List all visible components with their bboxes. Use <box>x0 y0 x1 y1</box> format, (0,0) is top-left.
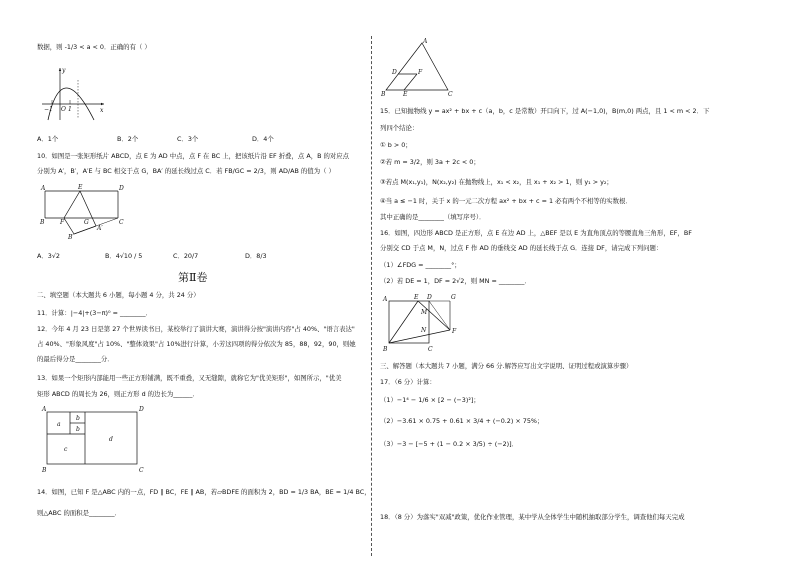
fig-q13-label: D <box>139 406 144 413</box>
fig-q16-label: M <box>421 309 428 316</box>
fig-parabola-label: 1 <box>68 106 72 113</box>
fig-q14-label: E <box>403 91 408 98</box>
q11: 11．计算：|−4|+(3−π)⁰ = ________． <box>37 309 152 317</box>
fig-q16-label: G <box>451 294 456 301</box>
q15-ask: 其中正确的是________（填写序号）． <box>380 213 486 221</box>
q16-line1: 16．如图，四边形 ABCD 是正方形，点 E 在边 AD 上，△BEF 是以 E 为直角顶点的等腰直角三角形，EF，BF <box>380 229 692 237</box>
q9-option-c: C．3个 <box>177 135 199 143</box>
q10-option-c: C．20/7 <box>173 252 199 260</box>
fig-q10-label: G <box>84 219 89 226</box>
fig-q13-label: B <box>42 467 47 474</box>
q9-tail: 数据，则 -1/3 < a < 0．正确的有（ ） <box>37 43 151 51</box>
q10-option-d: D．8/3 <box>245 252 267 260</box>
fig-parabola-label: −1 <box>44 106 53 113</box>
fig-q16-label: C <box>428 346 433 353</box>
fig-q10-label: C <box>119 219 124 226</box>
q10-figure <box>40 184 126 241</box>
fig-q16-label: D <box>427 294 432 301</box>
q14-figure <box>380 38 452 96</box>
q9-option-b: B．2个 <box>117 135 139 143</box>
q16-figure <box>380 293 466 355</box>
q13-figure <box>40 405 146 473</box>
fig-q10-label: F <box>60 219 65 226</box>
q9-option-a: A．1个 <box>37 135 59 143</box>
fig-q13-label: b <box>76 415 80 422</box>
q12-line2: 占 40%、"形象风度"占 10%、"整体效果"占 10%进行计算，小芳这四项的得分依次为 85，88，92，90，则她 <box>37 340 356 348</box>
q14-line2: 则△ABC 的面积是________． <box>37 509 121 517</box>
q12-line3: 的最后得分是________分． <box>37 355 114 363</box>
q13-line2: 矩形 ABCD 的周长为 26，则正方形 d 的边长为______． <box>37 390 199 398</box>
fig-q10-label: E <box>78 184 83 191</box>
q12-line1: 12．今年 4 月 23 日是第 27 个世界读书日，某校举行了演讲大赛，演讲得分按"演讲内容"占 40%、"语言表达" <box>37 325 355 333</box>
q18: 18．（8 分）为落实"双减"政策，优化作业管理，某中学从全体学生中随机抽取部分学生，调查他们每天完成 <box>380 513 685 521</box>
q10-line1: 10．如图是一张矩形纸片 ABCD，点 E 为 AD 中点，点 F 在 BC 上，把该纸片沿 EF 折叠，点 A，B 的对应点 <box>37 152 350 160</box>
fig-q14-label: F <box>418 69 423 76</box>
volume-title: 第Ⅱ卷 <box>178 271 208 284</box>
q10-line2: 分别为 A′，B′，A′E 与 BC 相交于点 G，BA′ 的延长线过点 C．若 FB/GC = 2/3，则 AD/AB 的值为（ ） <box>37 167 335 175</box>
part3-header: 三、解答题（本大题共 7 小题，满分 66 分.解答应写出文字说明、证明过程或演算步骤） <box>380 362 633 370</box>
fig-q10-label: B′ <box>68 234 74 241</box>
fig-q16-label: E <box>414 294 419 301</box>
q16-part2: （2）若 DE = 1，DF = 2√2，则 MN = ________． <box>380 277 531 285</box>
q17: 17．（6 分）计算： <box>380 378 436 386</box>
q15-statement-3: ③若点 M(x₁,y₁)，N(x₂,y₂) 在抛物线上，x₁ < x₂，且 x₁ + x₂ > 1，则 y₁ > y₂； <box>380 178 613 186</box>
q17-sub1: （1）−1⁴ − 1/6 × [2 − (−3)²]； <box>380 396 480 404</box>
fig-q16-label: B <box>383 346 388 353</box>
fig-q14-label: B <box>381 91 386 98</box>
q15-statement-2: ②若 m = 3/2，则 3a + 2c < 0； <box>380 158 480 166</box>
q10-option-b: B．4√10 / 5 <box>105 252 143 260</box>
q10-option-a: A．3√2 <box>37 252 60 260</box>
fig-q13-label: a <box>57 421 61 428</box>
fig-q14-label: C <box>448 91 453 98</box>
q14-line1: 14．如图，已知 F 是△ABC 内的一点，FD ∥ BC，FE ∥ AB，若▱BDFE 的面积为 2，BD = 1/3 BA，BE = 1/4 BC， <box>37 488 371 496</box>
fig-q10-label: D <box>119 185 124 192</box>
fig-q16-label: N <box>421 327 427 334</box>
q13-line1: 13．如果一个矩形内部能用一些正方形铺满，既不重叠，又无缝隙，就称它为"优美矩形"，如图所示，"优美 <box>37 374 342 382</box>
column-divider <box>371 36 372 556</box>
q16-line2: 分别交 CD 于点 M，N，过点 F 作 AD 的垂线交 AD 的延长线于点 G．连接 DF，请完成下列问题： <box>380 244 663 252</box>
fig-q13-label: d <box>109 436 113 443</box>
fig-q14-label: D <box>392 69 397 76</box>
q15-line2: 列四个结论： <box>380 124 419 132</box>
fig-q16-label: F <box>452 328 457 335</box>
fig-q13-label: A <box>42 406 47 413</box>
parabola-figure <box>40 66 106 122</box>
q17-sub3: （3）−3 − [−5 + (1 − 0.2 × 3/5) ÷ (−2)]． <box>380 440 519 448</box>
q9-option-d: D．4个 <box>252 135 274 143</box>
q15-statement-1: ① b > 0； <box>380 141 412 149</box>
fig-q10-label: A <box>41 185 46 192</box>
fig-q13-label: c <box>64 446 68 453</box>
q15-line1: 15．已知抛物线 y = ax² + bx + c（a，b，c 是常数）开口向下，过 A(−1,0)，B(m,0) 两点，且 1 < m < 2．下 <box>380 107 710 115</box>
fig-q10-label: A′ <box>97 225 103 232</box>
fig-q10-label: B <box>40 219 45 226</box>
part2-header: 二、填空题（本大题共 6 小题，每小题 4 分，共 24 分） <box>37 291 200 299</box>
fig-parabola-label: x <box>100 107 104 114</box>
fig-parabola-label: y <box>62 67 66 74</box>
q17-sub2: （2）−3.61 × 0.75 + 0.61 × 3/4 + (−0.2) × 75%； <box>380 417 544 425</box>
q15-statement-4: ④当 a ≤ −1 时，关于 x 的一元二次方程 ax² + bx + c = 1 必有两个不相等的实数根． <box>380 197 632 205</box>
fig-q13-label: C <box>139 467 144 474</box>
fig-parabola-label: O <box>61 106 66 113</box>
fig-q13-label: b <box>76 426 80 433</box>
fig-q16-label: A <box>383 296 388 303</box>
fig-q14-label: A <box>423 38 428 45</box>
q16-part1: （1）∠FDG = ________°； <box>380 261 461 269</box>
